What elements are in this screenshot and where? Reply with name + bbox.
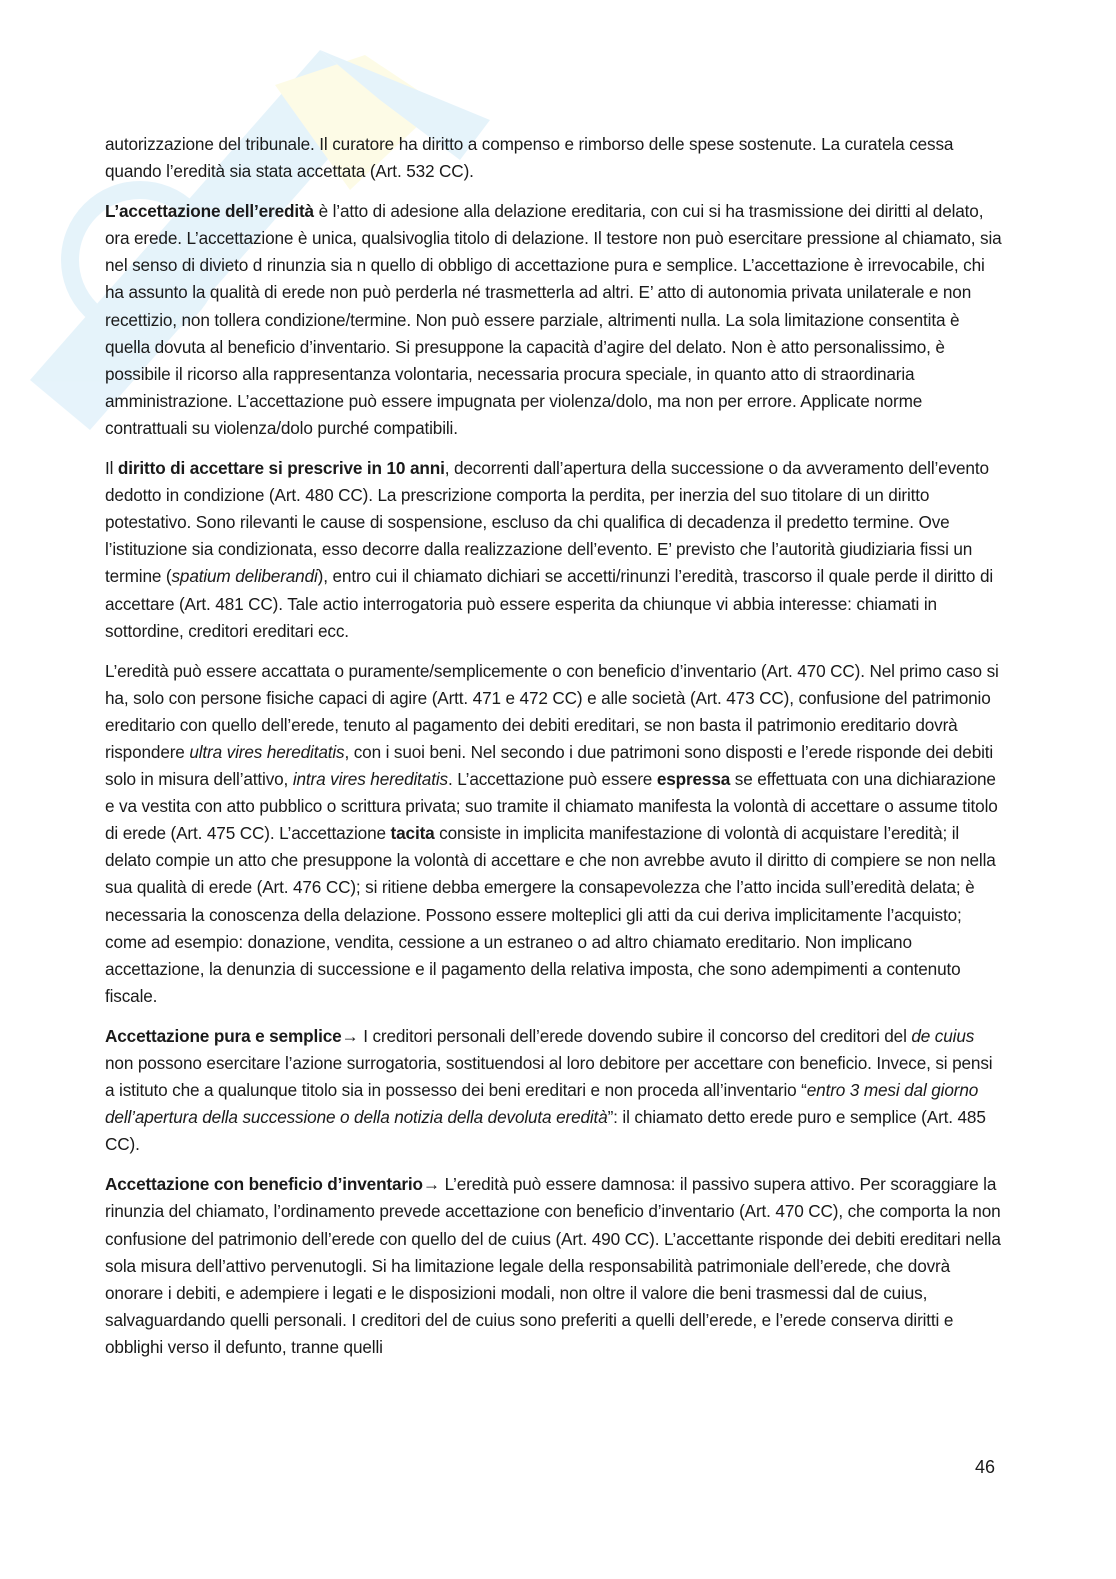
text-run: è l’atto di adesione alla delazione ereditaria, con cui si ha trasmissione dei diritti al delato, ora erede. L’accettazione è unica, qualsivoglia titolo di delazione. Il testore non può esercitare pressione al chiamato, sia nel senso di divieto d rinunzia sia n quello di obbligo di accettazione pura e semplice. L’accettazione è irrevocabile, chi ha assunto la qualità di erede non può perderla né trasmetterla ad altri. E’ atto di autonomia privata unilaterale e non recettizio, non tollera condizione/termine. Non può essere parziale, altrimenti nulla. La sola limitazione consentita è quella dovuta al beneficio d’inventario. Si presuppone la capacità d’agire del delato. Non è atto personalissimo, è possibile il ricorso alla rappresentanza volontaria, necessaria procura speciale, in quanto atto di straordinaria amministrazione. L’accettazione può essere impugnata per violenza/dolo, ma non per errore. Applicate norme contrattuali su violenza/dolo purché compatibili.: [105, 201, 1002, 438]
italic-text: spatium deliberandi: [171, 566, 318, 587]
text-run: se effettuata con una dichiarazione e va vestita con atto pubblico o scrittura privata; suo tramite il chiamato manifesta la volontà di accettare o assume titolo di erede (Art. 475 CC). L’accettazione: [105, 769, 998, 844]
italic-text: intra vires hereditatis: [292, 769, 448, 790]
bold-text: L’accettazione dell’eredità: [105, 201, 314, 222]
bold-text: tacita: [390, 823, 435, 844]
bold-text: espressa: [656, 769, 731, 790]
bold-text: diritto di accettare si prescrive in 10 anni: [117, 458, 445, 479]
text-run: Il: [105, 458, 118, 479]
italic-text: de cuius: [911, 1025, 975, 1046]
text-run: L’eredità può essere accattata o puramente/semplicemente o con beneficio d’inventario (Art. 470 CC). Nel primo caso si ha, solo con persone fisiche capaci di agire (Artt. 471 e 472 CC) e alle società (Art. 473 CC), confusione del patrimonio ereditario con quello dell’erede, tenuto al pagamento dei debiti ereditari, se non basta il patrimonio ereditario dovrà rispondere: [105, 660, 999, 762]
bold-text: Accettazione pura e semplice: [105, 1025, 342, 1046]
text-run: autorizzazione del tribunale. Il curatore ha diritto a compenso e rimborso delle spese sostenute. La curatela cessa quando l’eredità sia stata accettata (Art. 532 CC).: [105, 134, 954, 182]
text-run: I creditori personali dell’erede dovendo subire il concorso del creditori del: [358, 1025, 912, 1046]
arrow-right-icon: →: [341, 1025, 359, 1046]
paragraph: [105, 658, 1005, 1010]
text-run: . L’accettazione può essere: [447, 769, 657, 790]
arrow-right-icon: →: [422, 1174, 440, 1195]
text-run: , con i suoi beni. Nel secondo i due patrimoni sono disposti e l’erede risponde dei debiti solo in misura dell’attivo,: [105, 741, 994, 790]
text-run: non possono esercitare l’azione surrogatoria, sostituendosi al loro debitore per accettare con beneficio. Invece, si pensi a istituto che a qualunque titolo sia in possesso dei beni ereditari e non proceda all’inventario “: [105, 1053, 993, 1101]
document-body: [105, 131, 1005, 1374]
text-run: ), entro cui il chiamato dichiari se accetti/rinunzi l’eredità, trascorso il quale perde il diritto di accettare (Art. 481 CC). Tale actio interrogatoria può essere esperita da chiunque vi abbia interesse: chiamati in sottordine, creditori ereditari ecc.: [105, 566, 994, 641]
page-number: 46: [975, 1457, 996, 1477]
bold-text: Accettazione con beneficio d’inventario: [105, 1174, 423, 1195]
paragraph: [105, 1023, 1005, 1158]
italic-text: ultra vires hereditatis: [189, 741, 345, 762]
paragraph: [105, 198, 1005, 442]
paragraph: [105, 131, 1005, 185]
paragraph: [105, 1171, 1005, 1361]
paragraph: [105, 455, 1005, 645]
italic-text: entro 3 mesi dal giorno dell’apertura della successione o della notizia della devoluta eredità: [105, 1080, 979, 1128]
text-run: ”: il chiamato detto erede puro e semplice (Art. 485 CC).: [105, 1107, 986, 1155]
text-run: L’eredità può essere damnosa: il passivo supera attivo. Per scoraggiare la rinunzia del chiamato, l’ordinamento prevede accettazione con beneficio d’inventario (Art. 470 CC), che comporta la non confusione del patrimonio dell’erede con quello del de cuius (Art. 490 CC). L’accettante risponde dei debiti ereditari nella sola misura dell’attivo pervenutogli. Si ha limitazione legale della responsabilità patrimoniale dell’erede, che dovrà onorare i debiti, e adempiere i legati e le disposizioni modali, non oltre il valore die beni trasmessi dal de cuius, salvaguardando quelli personali. I creditori del de cuius sono preferiti a quelli dell’erede, e l’erede conserva diritti e obblighi verso il defunto, tranne quelli: [105, 1174, 1001, 1357]
text-run: , decorrenti dall’apertura della successione o da avveramento dell’evento dedotto in condizione (Art. 480 CC). La prescrizione comporta la perdita, per inerzia del suo titolare di un diritto potestativo. Sono rilevanti le cause di sospensione, escluso da chi qualifica di decadenza il predetto termine. Ove l’istituzione sia condizionata, esso decorre dalla realizzazione dell’evento. E’ previsto che l’autorità giudiziaria fissi un termine (: [105, 458, 989, 587]
text-run: consiste in implicita manifestazione di volontà di acquistare l’eredità; il delato compie un atto che presuppone la volontà di accettare e che non avrebbe avuto il diritto di compiere se non nella sua qualità di erede (Art. 476 CC); si ritiene debba emergere la consapevolezza che l’atto incida sull’eredità delata; è necessaria la conoscenza della delazione. Possono essere molteplici gli atti da cui deriva implicitamente l’acquisto; come ad esempio: donazione, vendita, cessione a un estraneo o ad altro chiamato ereditario. Non implicano accettazione, la denunzia di successione e il pagamento della relativa imposta, che sono adempimenti a contenuto fiscale.: [105, 823, 996, 1006]
